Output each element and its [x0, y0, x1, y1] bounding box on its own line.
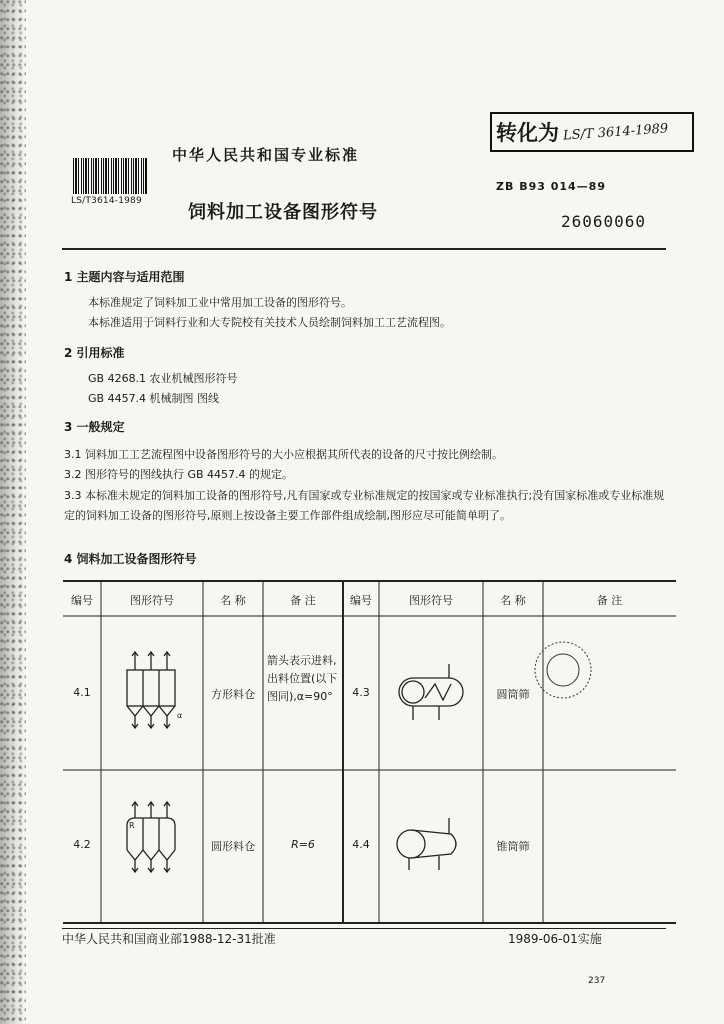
- drum-sieve-symbol: [399, 664, 463, 720]
- section-1-paragraph-1: 本标准规定了饲料加工业中常用加工设备的图形符号。: [88, 296, 352, 309]
- round-silo-symbol: [127, 802, 175, 872]
- row-4-4-num: 4.4: [352, 838, 370, 851]
- barcode: [73, 158, 147, 194]
- footer-rule: [62, 928, 666, 929]
- section-3-heading: 3 一般规定: [64, 420, 125, 434]
- row-4-4-name: 锥筒筛: [496, 840, 530, 853]
- row-4-1-note: 箭头表示进料,出料位置(以下图同),α=90°: [267, 654, 338, 703]
- barcode-text: LS/T3614-1989: [71, 196, 142, 206]
- approval-date: 中华人民共和国商业部1988-12-31批准: [62, 932, 276, 946]
- radius-label: R: [129, 821, 135, 830]
- row-4-2-num: 4.2: [73, 838, 91, 851]
- col-header-num-left: 编号: [71, 594, 93, 607]
- row-4-2-name: 圆形料仓: [211, 840, 255, 853]
- page-number: 237: [588, 976, 606, 986]
- reference-2: GB 4457.4 机械制图 图线: [88, 392, 220, 405]
- section-1-paragraph-2: 本标准适用于饲料行业和大专院校有关技术人员绘制饲料加工工艺流程图。: [88, 316, 451, 329]
- square-silo-symbol: [127, 652, 175, 728]
- row-4-3-name: 圆筒筛: [496, 688, 530, 701]
- col-header-name-left: 名 称: [220, 594, 246, 607]
- reference-1: GB 4268.1 农业机械图形符号: [88, 372, 238, 385]
- alpha-label: α: [177, 711, 183, 720]
- col-header-num-right: 编号: [350, 594, 372, 607]
- section-2-heading: 2 引用标准: [64, 346, 125, 360]
- standard-organization: 中华人民共和国专业标准: [172, 146, 360, 164]
- conversion-stamp: [490, 112, 694, 152]
- clause-3-3: 3.3 本标准未规定的饲料加工设备的图形符号,凡有国家或专业标准规定的按国家或专业标准执行;没有国家标准或专业标准规定的饲料加工设备的图形符号,原则上按设备主要工作部件组成绘制,图形应尽可能简单明了。: [64, 489, 665, 522]
- document-title: 饲料加工设备图形符号: [188, 202, 378, 223]
- clause-3-1: 3.1 饲料加工工艺流程图中设备图形符号的大小应根据其所代表的设备的尺寸按比例绘制。: [64, 448, 503, 461]
- stamp-main-text: 转化为: [496, 120, 559, 145]
- col-header-symbol-right: 图形符号: [409, 594, 453, 607]
- effective-date: 1989-06-01实施: [508, 932, 602, 946]
- section-1-heading: 1 主题内容与适用范围: [64, 270, 185, 284]
- col-header-note-left: 备 注: [290, 594, 316, 607]
- clause-3-2: 3.2 图形符号的图线执行 GB 4457.4 的规定。: [64, 468, 294, 481]
- serial-number: 26060060: [561, 212, 647, 231]
- row-4-1-num: 4.1: [73, 686, 91, 699]
- row-4-3-num: 4.3: [352, 686, 370, 699]
- row-4-2-note: R=6: [291, 838, 315, 851]
- standard-code: ZB B93 014—89: [496, 180, 606, 193]
- table-grid: [63, 580, 676, 924]
- stamp-handwriting: LS/T 3614-1989: [562, 120, 669, 144]
- col-header-note-right: 备 注: [596, 594, 623, 607]
- col-header-symbol-left: 图形符号: [130, 594, 174, 607]
- row-4-1-name: 方形料仓: [211, 688, 255, 701]
- cone-sieve-symbol: [397, 818, 456, 870]
- symbol-table: [63, 580, 676, 924]
- col-header-name-right: 名 称: [500, 594, 526, 607]
- scan-edge-shadow: [0, 0, 26, 1024]
- header-rule: [62, 248, 666, 250]
- section-4-heading: 4 饲料加工设备图形符号: [64, 552, 197, 566]
